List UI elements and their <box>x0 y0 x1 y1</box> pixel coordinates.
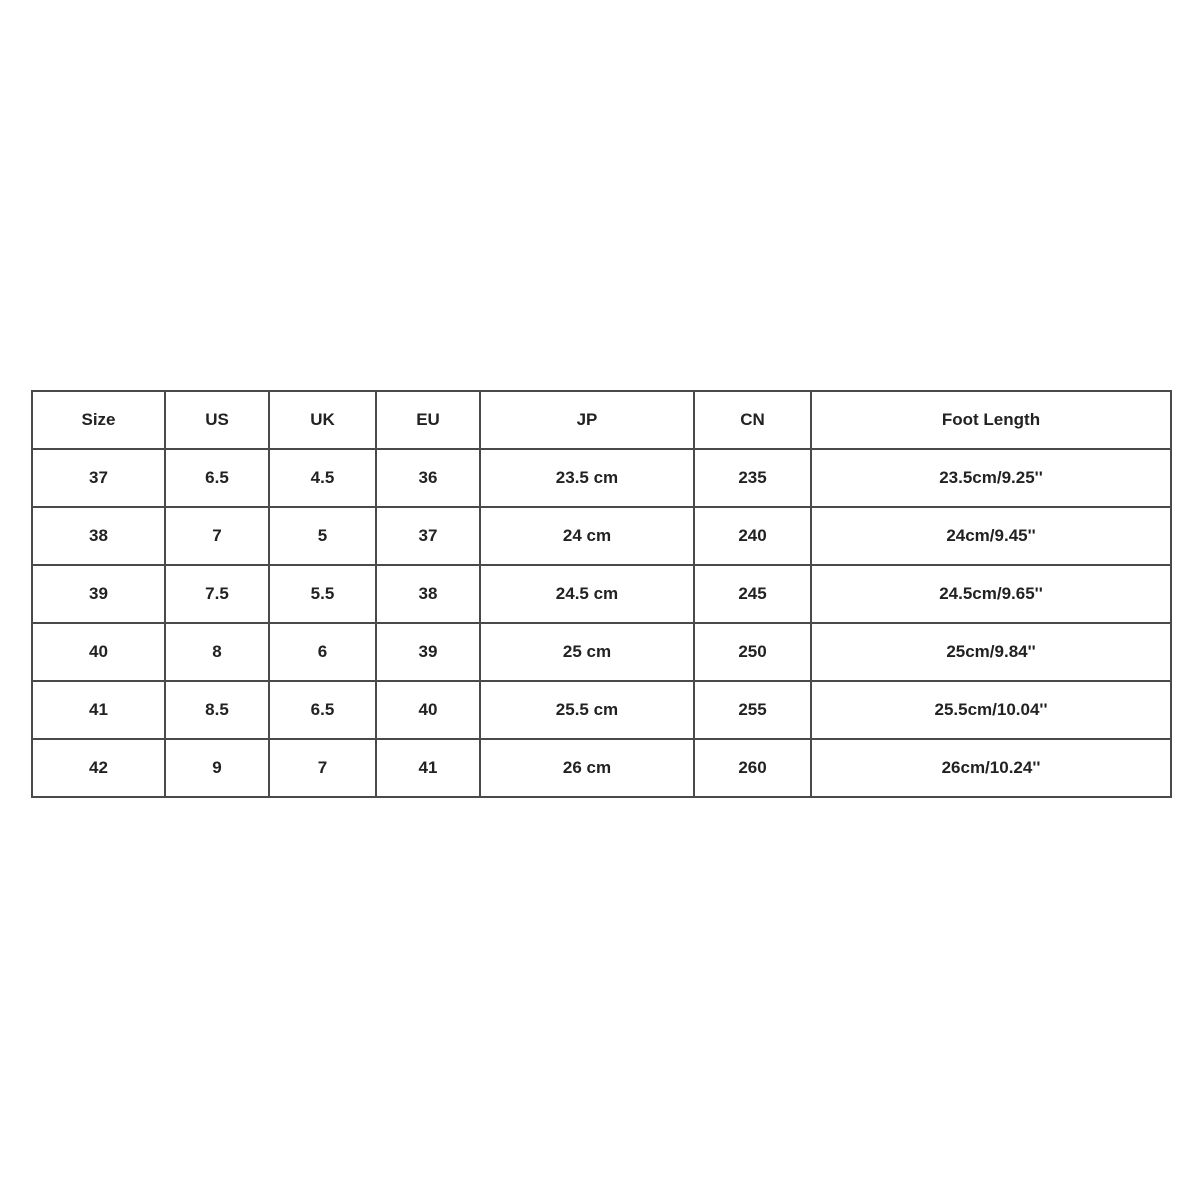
cell-uk: 7 <box>269 739 376 797</box>
cell-eu: 37 <box>376 507 480 565</box>
cell-uk: 6 <box>269 623 376 681</box>
cell-eu: 41 <box>376 739 480 797</box>
cell-eu: 38 <box>376 565 480 623</box>
cell-cn: 255 <box>694 681 811 739</box>
cell-uk: 6.5 <box>269 681 376 739</box>
cell-uk: 5 <box>269 507 376 565</box>
header-jp: JP <box>480 391 694 449</box>
cell-jp: 25.5 cm <box>480 681 694 739</box>
cell-uk: 5.5 <box>269 565 376 623</box>
cell-cn: 260 <box>694 739 811 797</box>
size-chart-table <box>31 390 1172 798</box>
table-row <box>32 623 1171 681</box>
cell-us: 7 <box>165 507 269 565</box>
cell-uk: 4.5 <box>269 449 376 507</box>
cell-cn: 240 <box>694 507 811 565</box>
cell-jp: 26 cm <box>480 739 694 797</box>
cell-cn: 235 <box>694 449 811 507</box>
header-size: Size <box>32 391 165 449</box>
table-row <box>32 449 1171 507</box>
cell-jp: 23.5 cm <box>480 449 694 507</box>
size-chart-container <box>31 390 1170 798</box>
cell-size: 42 <box>32 739 165 797</box>
cell-jp: 24.5 cm <box>480 565 694 623</box>
cell-size: 38 <box>32 507 165 565</box>
cell-eu: 39 <box>376 623 480 681</box>
header-row <box>32 391 1171 449</box>
cell-size: 41 <box>32 681 165 739</box>
cell-size: 39 <box>32 565 165 623</box>
cell-us: 8.5 <box>165 681 269 739</box>
header-us: US <box>165 391 269 449</box>
cell-size: 40 <box>32 623 165 681</box>
cell-cn: 250 <box>694 623 811 681</box>
cell-us: 7.5 <box>165 565 269 623</box>
table-row <box>32 681 1171 739</box>
header-foot-length: Foot Length <box>811 391 1171 449</box>
table-row <box>32 565 1171 623</box>
header-eu: EU <box>376 391 480 449</box>
table-row <box>32 739 1171 797</box>
cell-foot-length: 23.5cm/9.25'' <box>811 449 1171 507</box>
cell-us: 6.5 <box>165 449 269 507</box>
cell-us: 9 <box>165 739 269 797</box>
cell-eu: 40 <box>376 681 480 739</box>
header-cn: CN <box>694 391 811 449</box>
cell-us: 8 <box>165 623 269 681</box>
cell-foot-length: 25cm/9.84'' <box>811 623 1171 681</box>
cell-cn: 245 <box>694 565 811 623</box>
header-uk: UK <box>269 391 376 449</box>
cell-jp: 24 cm <box>480 507 694 565</box>
cell-foot-length: 24.5cm/9.65'' <box>811 565 1171 623</box>
cell-eu: 36 <box>376 449 480 507</box>
cell-size: 37 <box>32 449 165 507</box>
cell-foot-length: 25.5cm/10.04'' <box>811 681 1171 739</box>
cell-foot-length: 26cm/10.24'' <box>811 739 1171 797</box>
cell-jp: 25 cm <box>480 623 694 681</box>
cell-foot-length: 24cm/9.45'' <box>811 507 1171 565</box>
table-row <box>32 507 1171 565</box>
